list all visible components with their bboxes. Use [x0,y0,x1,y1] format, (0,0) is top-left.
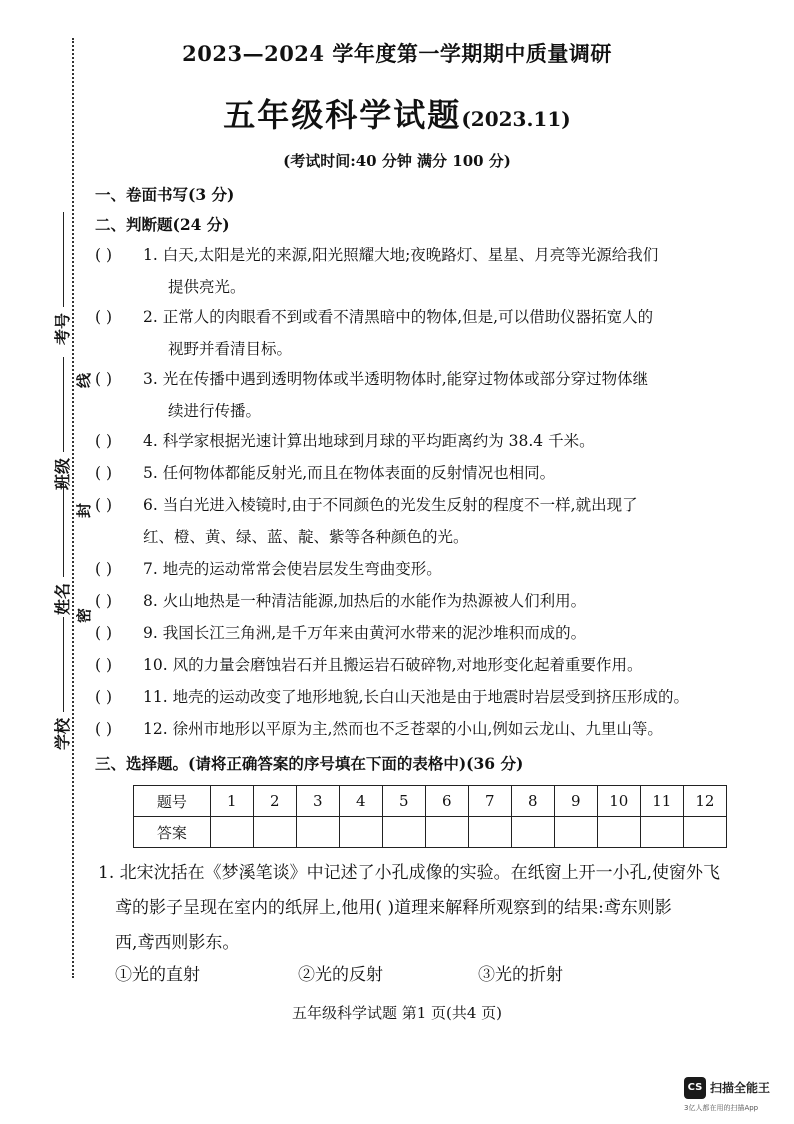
table-cell-number: 12 [683,786,726,817]
mc-option-1: ①光的直射 [115,965,200,985]
table-row-answers [134,817,727,848]
table-cell-number: 7 [468,786,511,817]
question-text: 1. 白天,太阳是光的来源,阳光照耀大地;夜晚路灯、星星、月亮等光源给我们 [143,246,659,264]
mc-question-1-line3: 西,鸢西则影东。 [115,933,240,953]
question-text: 9. 我国长江三角洲,是千万年来由黄河水带来的泥沙堆积而成的。 [143,624,587,642]
table-cell-answer[interactable] [597,817,640,848]
table-cell-answer[interactable] [253,817,296,848]
answer-blank[interactable]: ( ) [95,370,113,388]
exam-title [0,90,794,136]
question-text-continued: 红、橙、黄、绿、蓝、靛、紫等各种颜色的光。 [143,528,469,546]
section-judgment: 二、判断题(24 分) [95,215,230,234]
answer-blank[interactable]: ( ) [95,432,113,450]
question-text: 10. 风的力量会磨蚀岩石并且搬运岩石破碎物,对地形变化起着重要作用。 [143,656,643,674]
scanner-logo-icon: CS [684,1077,706,1099]
mc-question-1-line2: 鸢的影子呈现在室内的纸屏上,他用( )道理来解释所观察到的结果:鸢东则影 [115,898,672,918]
table-cell-number: 9 [554,786,597,817]
binding-field-name: 姓名 [50,482,73,615]
scanner-tagline: 3亿人都在用的扫描App [684,1104,759,1112]
exam-term-title: 2023—2024 学年度第一学期期中质量调研 [182,41,612,66]
table-cell-answer[interactable] [468,817,511,848]
exam-info: (考试时间:40 分钟 满分 100 分) [283,152,511,170]
answer-blank[interactable]: ( ) [95,688,113,706]
question-text-continued: 视野并看清目标。 [168,340,293,358]
table-cell-answer[interactable] [683,817,726,848]
answer-blank[interactable]: ( ) [95,560,113,578]
answer-blank[interactable]: ( ) [95,624,113,642]
page-footer: 五年级科学试题 第1 页(共4 页) [291,1004,503,1022]
table-cell-number: 6 [425,786,468,817]
table-cell-number: 2 [253,786,296,817]
question-text: 7. 地壳的运动常常会使岩层发生弯曲变形。 [143,560,442,578]
binding-char-line: 线 [75,372,94,389]
table-cell-answer[interactable] [640,817,683,848]
table-cell-answer[interactable] [382,817,425,848]
table-cell-number: 8 [511,786,554,817]
answer-blank[interactable]: ( ) [95,246,113,264]
answer-blank[interactable]: ( ) [95,656,113,674]
exam-date: (2023.11) [461,107,571,131]
scanner-app-name: 扫描全能王 [710,1081,771,1095]
table-cell-number: 4 [339,786,382,817]
question-text: 4. 科学家根据光速计算出地球到月球的平均距离约为 38.4 千米。 [143,432,595,450]
table-cell-answer[interactable] [210,817,253,848]
question-text: 2. 正常人的肉眼看不到或看不清黑暗中的物体,但是,可以借助仪器拓宽人的 [143,308,654,326]
table-cell-number: 1 [210,786,253,817]
table-row-numbers [134,786,727,817]
binding-field-exam-number: 考号 [50,212,73,345]
table-cell-number: 5 [382,786,425,817]
binding-char-secret: 密 [75,607,94,624]
table-cell-answer[interactable] [339,817,382,848]
section-multiple-choice: 三、选择题。(请将正确答案的序号填在下面的表格中)(36 分) [95,754,524,773]
table-header-answer: 答案 [134,817,211,848]
table-cell-answer[interactable] [511,817,554,848]
table-cell-answer[interactable] [296,817,339,848]
mc-option-3: ③光的折射 [478,965,563,985]
question-text: 6. 当白光进入棱镜时,由于不同颜色的光发生反射的程度不一样,就出现了 [143,496,638,514]
binding-field-school: 学校 [50,617,73,750]
table-cell-number: 10 [597,786,640,817]
answer-blank[interactable]: ( ) [95,720,113,738]
answer-blank[interactable]: ( ) [95,592,113,610]
answer-table [133,785,727,848]
question-text: 12. 徐州市地形以平原为主,然而也不乏苍翠的小山,例如云龙山、九里山等。 [143,720,663,738]
question-text: 5. 任何物体都能反射光,而且在物体表面的反射情况也相同。 [143,464,556,482]
table-header-number: 题号 [134,786,211,817]
section-handwriting: 一、卷面书写(3 分) [95,185,235,204]
question-text-continued: 续进行传播。 [168,402,262,420]
question-text-continued: 提供亮光。 [168,278,246,296]
binding-field-class: 班级 [50,357,73,490]
binding-char-seal: 封 [75,502,94,519]
table-cell-number: 11 [640,786,683,817]
mc-option-2: ②光的反射 [298,965,383,985]
question-text: 11. 地壳的运动改变了地形地貌,长白山天池是由于地震时岩层受到挤压形成的。 [143,688,690,706]
exam-subject-title: 五年级科学试题 [223,96,462,134]
question-text: 3. 光在传播中遇到透明物体或半透明物体时,能穿过物体或部分穿过物体继 [143,370,649,388]
mc-question-1-line1: 1. 北宋沈括在《梦溪笔谈》中记述了小孔成像的实验。在纸窗上开一小孔,使窗外飞 [98,863,721,883]
question-text: 8. 火山地热是一种清洁能源,加热后的水能作为热源被人们利用。 [143,592,587,610]
table-cell-number: 3 [296,786,339,817]
table-cell-answer[interactable] [554,817,597,848]
answer-blank[interactable]: ( ) [95,496,113,514]
answer-blank[interactable]: ( ) [95,464,113,482]
answer-blank[interactable]: ( ) [95,308,113,326]
table-cell-answer[interactable] [425,817,468,848]
